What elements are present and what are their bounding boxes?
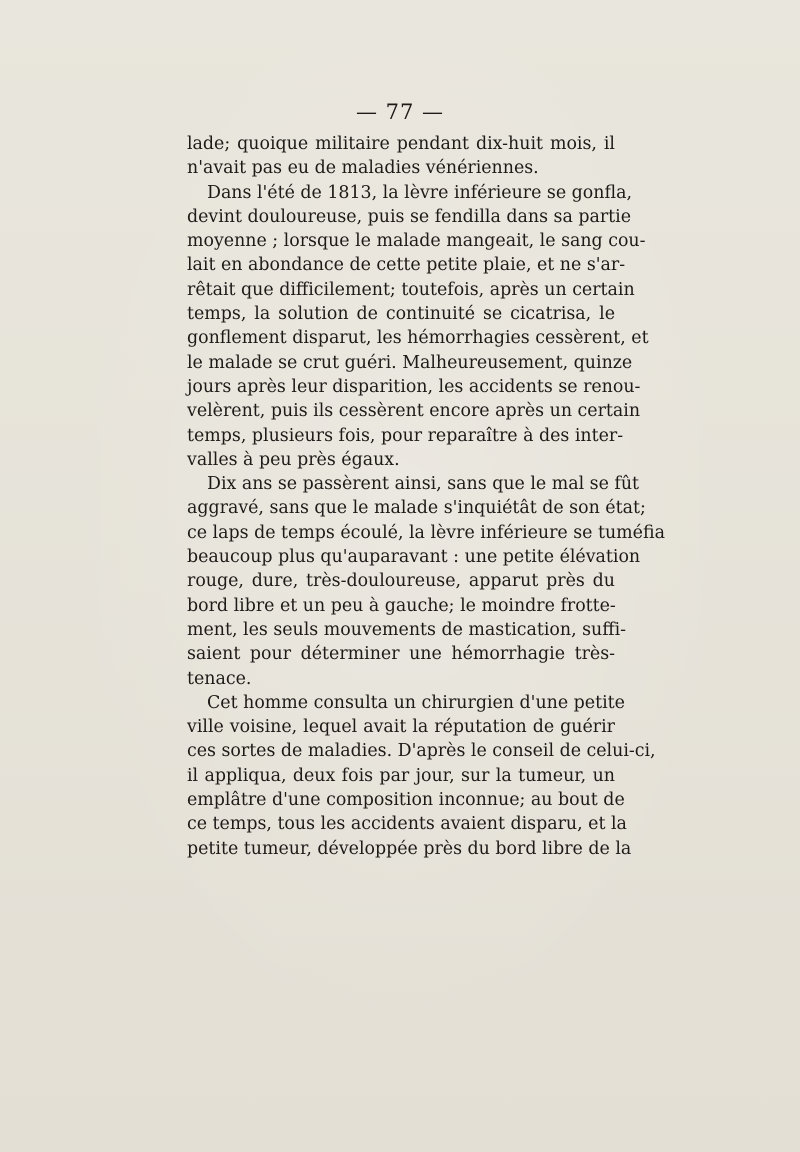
text-line: moyenne ; lorsque le malade mangeait, le sang cou-	[187, 231, 646, 252]
text-line: emplâtre d'une composition inconnue; au bout de	[187, 790, 625, 811]
paragraph	[187, 472, 665, 691]
text-line: tenace.	[187, 668, 252, 689]
text-line: jours après leur disparition, les accidents se renou-	[187, 376, 641, 397]
text-line: Cet homme consulta un chirurgien d'une petite	[207, 692, 625, 713]
text-line: le malade se crut guéri. Malheureusement, quinze	[187, 352, 633, 373]
paragraph	[187, 691, 656, 861]
text-line: ville voisine, lequel avait la réputation de guérir	[187, 717, 615, 738]
text-line: Dix ans se passèrent ainsi, sans que le mal se fût	[207, 474, 640, 495]
text-line: temps, la solution de continuité se cicatrisa, le	[187, 304, 615, 325]
paragraph	[187, 132, 615, 181]
text-line: bord libre et un peu à gauche; le moindre frotte-	[187, 595, 616, 616]
text-line: n'avait pas eu de maladies vénériennes.	[187, 158, 539, 179]
text-line: lait en abondance de cette petite plaie, et ne s'ar-	[187, 255, 626, 276]
text-line: gonflement disparut, les hémorrhagies cessèrent, et	[187, 328, 649, 349]
body-text	[187, 132, 665, 861]
text-line: rêtait que difficilement; toutefois, après un certain	[187, 279, 635, 300]
text-line: beaucoup plus qu'auparavant : une petite élévation	[187, 547, 641, 568]
text-line: valles à peu près égaux.	[187, 449, 400, 470]
text-line: ces sortes de maladies. D'après le conseil de celui-ci,	[187, 741, 656, 762]
text-line: velèrent, puis ils cessèrent encore après un certain	[187, 401, 641, 422]
text-line: lade; quoique militaire pendant dix-huit mois, il	[187, 134, 615, 154]
page-number: — 77 —	[355, 100, 445, 124]
text-line: temps, plusieurs fois, pour reparaître à des inter-	[187, 425, 624, 446]
text-line: devint douloureuse, puis se fendilla dans sa partie	[187, 206, 632, 227]
text-line: saient pour déterminer une hémorrhagie très-	[187, 644, 615, 665]
text-line: ment, les seuls mouvements de mastication, suffi-	[187, 619, 627, 640]
text-line: petite tumeur, développée près du bord libre de la	[187, 838, 632, 859]
text-line: aggravé, sans que le malade s'inquiétât de son état;	[187, 498, 646, 519]
text-line: il appliqua, deux fois par jour, sur la tumeur, un	[187, 765, 615, 786]
text-line: rouge, dure, très-douloureuse, apparut près du	[187, 571, 615, 592]
paragraph	[187, 181, 649, 473]
text-line: ce laps de temps écoulé, la lèvre inférieure se tuméfia	[187, 522, 665, 543]
text-line: Dans l'été de 1813, la lèvre inférieure se gonfla,	[207, 182, 632, 203]
text-line: ce temps, tous les accidents avaient disparu, et la	[187, 814, 627, 835]
